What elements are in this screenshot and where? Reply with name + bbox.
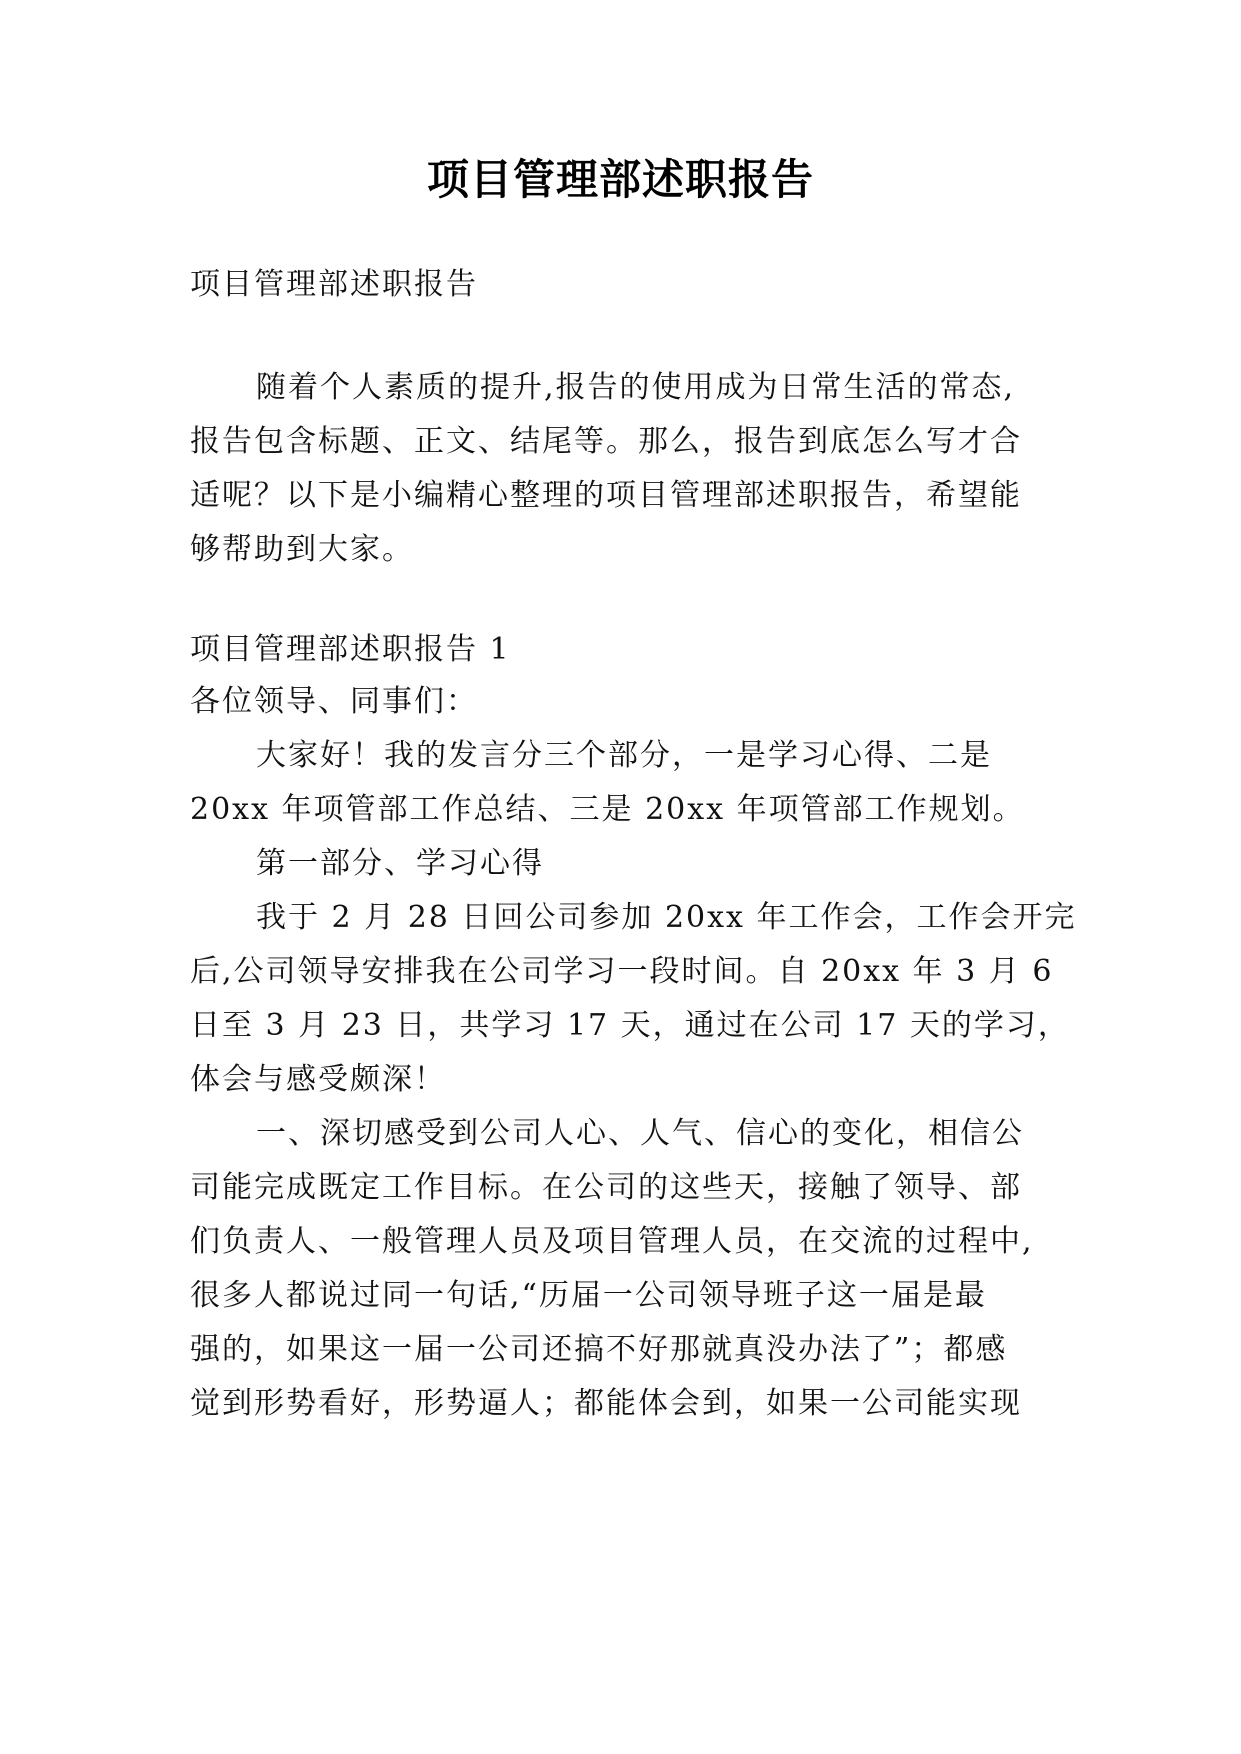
part-heading: 第一部分、学习心得	[256, 846, 544, 881]
body-line: 后,公司领导安排我在公司学习一段时间。自 20xx 年 3 月 6	[190, 954, 1054, 989]
body-line: 一、深切感受到公司人心、人气、信心的变化，相信公	[256, 1116, 1024, 1151]
body-line: 们负责人、一般管理人员及项目管理人员，在交流的过程中,	[190, 1224, 1034, 1259]
intro-line: 够帮助到大家。	[190, 532, 414, 567]
document-title: 项目管理部述职报告	[426, 155, 814, 204]
opening-line: 大家好！我的发言分三个部分，一是学习心得、二是	[256, 738, 992, 773]
salutation: 各位领导、同事们：	[190, 684, 478, 719]
document-subtitle: 项目管理部述职报告	[190, 267, 478, 302]
body-line: 觉到形势看好，形势逼人；都能体会到，如果一公司能实现	[190, 1386, 1022, 1421]
opening-line: 20xx 年项管部工作总结、三是 20xx 年项管部工作规划。	[190, 792, 1025, 827]
body-line: 强的，如果这一届一公司还搞不好那就真没办法了”；都感	[190, 1332, 1008, 1367]
body-line: 体会与感受颇深！	[190, 1062, 446, 1097]
intro-line: 随着个人素质的提升,报告的使用成为日常生活的常态,	[256, 370, 1016, 405]
body-line: 很多人都说过同一句话,“历届一公司领导班子这一届是最	[190, 1278, 987, 1313]
body-line: 日至 3 月 23 日，共学习 17 天，通过在公司 17 天的学习，	[190, 1008, 1070, 1043]
body-line: 我于 2 月 28 日回公司参加 20xx 年工作会，工作会开完	[256, 900, 1077, 935]
intro-line: 报告包含标题、正文、结尾等。那么，报告到底怎么写才合	[190, 424, 1022, 459]
section-heading: 项目管理部述职报告 1	[190, 632, 511, 667]
intro-line: 适呢？以下是小编精心整理的项目管理部述职报告，希望能	[190, 478, 1022, 513]
body-line: 司能完成既定工作目标。在公司的这些天，接触了领导、部	[190, 1170, 1022, 1205]
